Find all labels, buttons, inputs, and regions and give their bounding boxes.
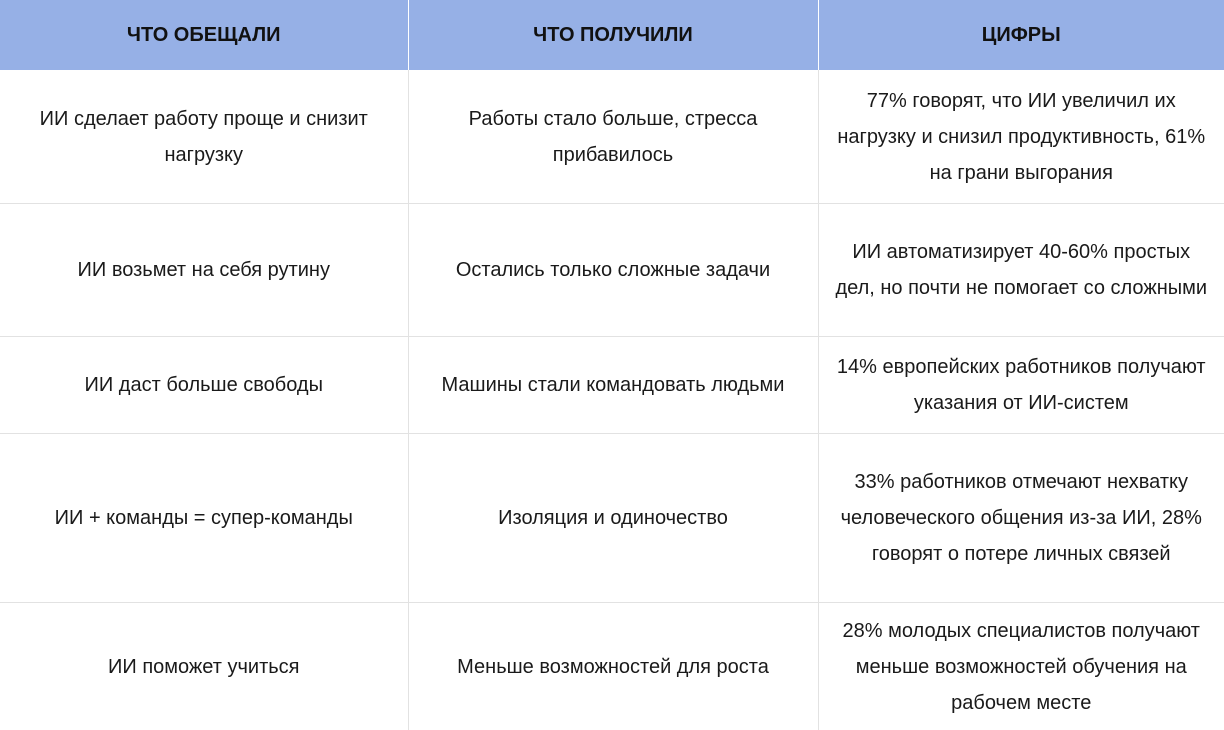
cell-numbers: 28% молодых специалистов получают меньше возможностей обучения на рабочем месте — [842, 619, 1200, 714]
table-row — [0, 70, 1224, 204]
cell-received: Меньше возможностей для роста — [408, 603, 818, 730]
cell-received: Машины стали командовать людьми — [408, 337, 818, 434]
cell-received: Работы стало больше, стресса прибавилось — [408, 70, 818, 204]
table-row — [0, 603, 1224, 730]
cell-numbers: ИИ автоматизирует 40-60% простых дел, но почти не помогает со сложными — [818, 204, 1224, 337]
cell-promised: ИИ поможет учиться — [0, 603, 408, 730]
header-numbers: ЦИФРЫ — [818, 0, 1224, 70]
header-row — [0, 0, 1224, 70]
cell-promised: ИИ возьмет на себя рутину — [0, 204, 408, 337]
header-promised: ЧТО ОБЕЩАЛИ — [0, 0, 408, 70]
header-received: ЧТО ПОЛУЧИЛИ — [408, 0, 818, 70]
cell-numbers: 14% европейских работников получают указания от ИИ-систем — [818, 337, 1224, 434]
cell-received: Изоляция и одиночество — [408, 434, 818, 603]
table-row — [0, 434, 1224, 603]
cell-promised: ИИ сделает работу проще и снизит нагрузку — [0, 70, 408, 204]
cell-promised: ИИ + команды = супер-команды — [0, 434, 408, 603]
cell-numbers: 77% говорят, что ИИ увеличил их нагрузку и снизил продуктивность, 61% на грани выгорания — [818, 70, 1224, 204]
cell-received: Остались только сложные задачи — [408, 204, 818, 337]
table-row — [0, 337, 1224, 434]
cell-promised: ИИ даст больше свободы — [0, 337, 408, 434]
table-row — [0, 204, 1224, 337]
cell-numbers: 33% работников отмечают нехватку человеческого общения из-за ИИ, 28% говорят о потере личных связей — [818, 434, 1224, 603]
